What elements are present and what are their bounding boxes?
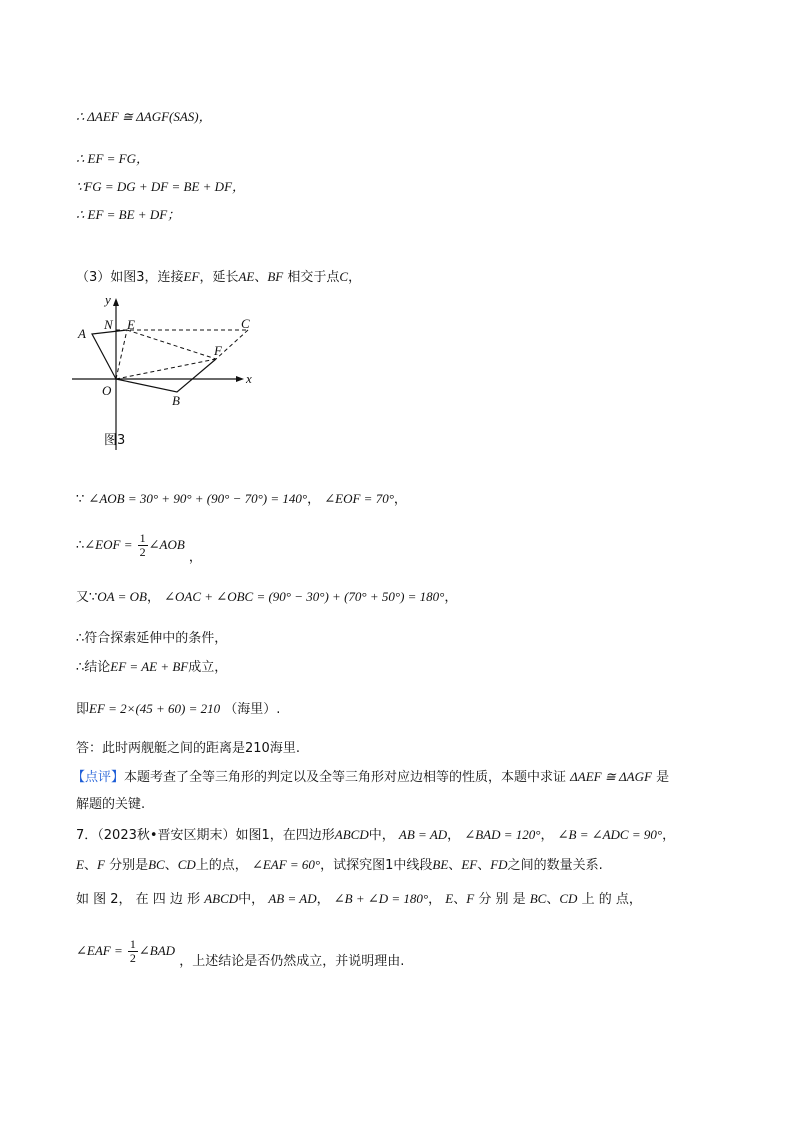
ef-eq-ae-bf: EF = AE + BF: [110, 659, 189, 674]
separator: 、: [448, 858, 462, 873]
angle-eof-eq: ∠EOF =: [84, 537, 133, 552]
calc-line-6: [76, 700, 280, 719]
separator: 、: [546, 892, 560, 907]
angle-aob-calc: ∠AOB = 30° + 90° + (90° − 70°) = 140°: [88, 491, 308, 506]
problem7-line-4: [76, 937, 405, 969]
separator: ，: [188, 550, 202, 565]
separator: ，: [307, 492, 321, 507]
calc-line-2: [76, 531, 202, 565]
figure-3-diagram: [70, 292, 260, 452]
seg-bf: BF: [267, 269, 284, 284]
seg-fd: FD: [490, 857, 508, 872]
comment-line-2: 解题的关键.: [76, 797, 146, 812]
conclusion-end: 成立，: [188, 660, 228, 675]
label-o: O: [102, 383, 112, 398]
separator: 、: [83, 858, 97, 873]
angle-eaf-eq: ∠EAF =: [76, 943, 123, 958]
separator: ，: [393, 492, 407, 507]
separator: ，: [146, 590, 160, 605]
problem7-text: 之间的数量关系.: [507, 858, 603, 873]
problem7-text: 上 的 点，: [581, 892, 642, 907]
separator: ，: [540, 828, 554, 843]
proof-line-4: ∴ EF = BE + DF；: [76, 207, 181, 222]
ie-prefix: 即: [76, 702, 90, 717]
label-e: E: [127, 317, 135, 332]
problem7-intro: 7．（2023秋•晋安区期末）如图1，在四边形: [76, 828, 335, 843]
calc-line-4: ∴符合探索延伸中的条件，: [76, 631, 228, 646]
problem7-text: 中，: [238, 892, 265, 907]
angle-bad-120: ∠BAD = 120°: [464, 827, 541, 842]
angle-b-d-180: ∠B + ∠D = 180°: [333, 891, 429, 906]
seg-ef: EF: [183, 269, 200, 284]
part3-end: ，: [348, 270, 362, 285]
fraction-denominator: 2: [139, 545, 146, 559]
problem7-text: 分别是: [109, 858, 149, 873]
label-f: F: [214, 343, 222, 358]
also-because: 又∵: [76, 590, 98, 605]
because-symbol: ∵: [76, 492, 85, 507]
label-c: C: [241, 316, 250, 331]
problem7-text: 如 图 2， 在 四 边 形: [76, 892, 201, 907]
problem7-text: 中，: [368, 828, 395, 843]
seg-ef: EF: [461, 857, 478, 872]
comment-text: 本题考查了全等三角形的判定以及全等三角形对应边相等的性质，本题中求证: [124, 770, 567, 785]
proof-line-3: ∵FG = DG + DF = BE + DF，: [76, 179, 246, 194]
label-x: x: [246, 371, 252, 386]
ef-value-calc: EF = 2×(45 + 60) = 210: [89, 701, 221, 716]
angle-b-adc-90: ∠B = ∠ADC = 90°: [557, 827, 663, 842]
ab-eq-ad: AB = AD: [268, 891, 317, 906]
fraction-numerator: 1: [139, 531, 146, 545]
seg-be: BE: [432, 857, 449, 872]
seg-bc: BC: [148, 857, 165, 872]
x-axis-arrow-icon: [236, 376, 244, 382]
figure-caption: 图3: [104, 433, 126, 448]
fraction-half: [128, 938, 138, 965]
angle-sum-calc: ∠OAC + ∠OBC = (90° − 30°) + (70° + 50°) = 180°: [164, 589, 445, 604]
problem7-line-1: [76, 826, 675, 845]
seg-cd: CD: [177, 857, 196, 872]
comment-text-end: 是: [656, 770, 670, 785]
seg-cd: CD: [559, 891, 578, 906]
problem7-line-3: [76, 890, 642, 909]
problem7-question: ，上述结论是否仍然成立，并说明理由.: [179, 954, 405, 969]
calc-line-3: [76, 588, 457, 607]
point-e: E: [76, 857, 84, 872]
fraction-denominator: 2: [129, 951, 136, 965]
angle-aob: ∠AOB: [148, 537, 185, 552]
separator: 、: [164, 858, 178, 873]
y-axis-arrow-icon: [113, 298, 119, 306]
part3-text3: 相交于点: [283, 270, 340, 285]
comment-label: 【点评】: [72, 770, 125, 785]
part3-label: （3）如图3，连接: [76, 270, 184, 285]
part3-text2: ，延长: [199, 270, 239, 285]
point-f: F: [466, 891, 475, 906]
calc-line-1: [76, 490, 407, 509]
oa-eq-ob: OA = OB: [97, 589, 147, 604]
separator: 、: [477, 858, 491, 873]
separator: ，: [444, 590, 458, 605]
angle-eof-value: ∠EOF = 70°: [324, 491, 394, 506]
problem7-text: 分 别 是: [478, 892, 526, 907]
part3-heading: [76, 268, 361, 287]
separator: 、: [453, 892, 467, 907]
conclusion-prefix: ∴结论: [76, 660, 111, 675]
segment-o-f: [116, 359, 216, 379]
seg-ae: AE: [238, 269, 255, 284]
segment-o-e: [116, 330, 127, 379]
label-y: y: [105, 292, 111, 307]
label-a: A: [78, 326, 86, 341]
quad-abcd: ABCD: [334, 827, 369, 842]
separator: ，: [662, 828, 676, 843]
fraction-numerator: 1: [129, 937, 136, 951]
problem7-text: 上的点，: [195, 858, 248, 873]
point-c: C: [339, 269, 349, 284]
label-b: B: [172, 393, 180, 408]
proof-line-1: ∴ ΔAEF ≅ ΔAGF(SAS)，: [76, 109, 212, 124]
comment-line-1: [72, 768, 669, 787]
separator: ，: [447, 828, 461, 843]
point-f: F: [96, 857, 105, 872]
proof-line-2: ∴ EF = FG，: [76, 151, 150, 166]
answer-line: 答：此时两舰艇之间的距离是210海里.: [76, 741, 300, 756]
part3-sep: 、: [254, 270, 268, 285]
unit-nautical-miles: （海里）.: [224, 702, 281, 717]
ab-eq-ad: AB = AD: [398, 827, 448, 842]
separator: ，: [316, 892, 330, 907]
quad-abcd: ABCD: [204, 891, 239, 906]
problem7-text: ，试探究图1中线段: [320, 858, 433, 873]
therefore-symbol: ∴: [76, 538, 85, 553]
point-e: E: [445, 891, 454, 906]
fraction-half: [138, 532, 148, 559]
segment-o-a-e: [92, 330, 127, 379]
separator: ，: [428, 892, 442, 907]
angle-bad: ∠BAD: [138, 943, 176, 958]
angle-eaf-60: ∠EAF = 60°: [251, 857, 321, 872]
seg-bc: BC: [529, 891, 547, 906]
calc-line-5: [76, 658, 227, 677]
problem7-line-2: [76, 856, 603, 875]
congruence-statement: ΔAEF ≅ ΔAGF: [570, 769, 652, 784]
segment-e-f: [127, 330, 216, 359]
label-n: N: [104, 317, 113, 332]
